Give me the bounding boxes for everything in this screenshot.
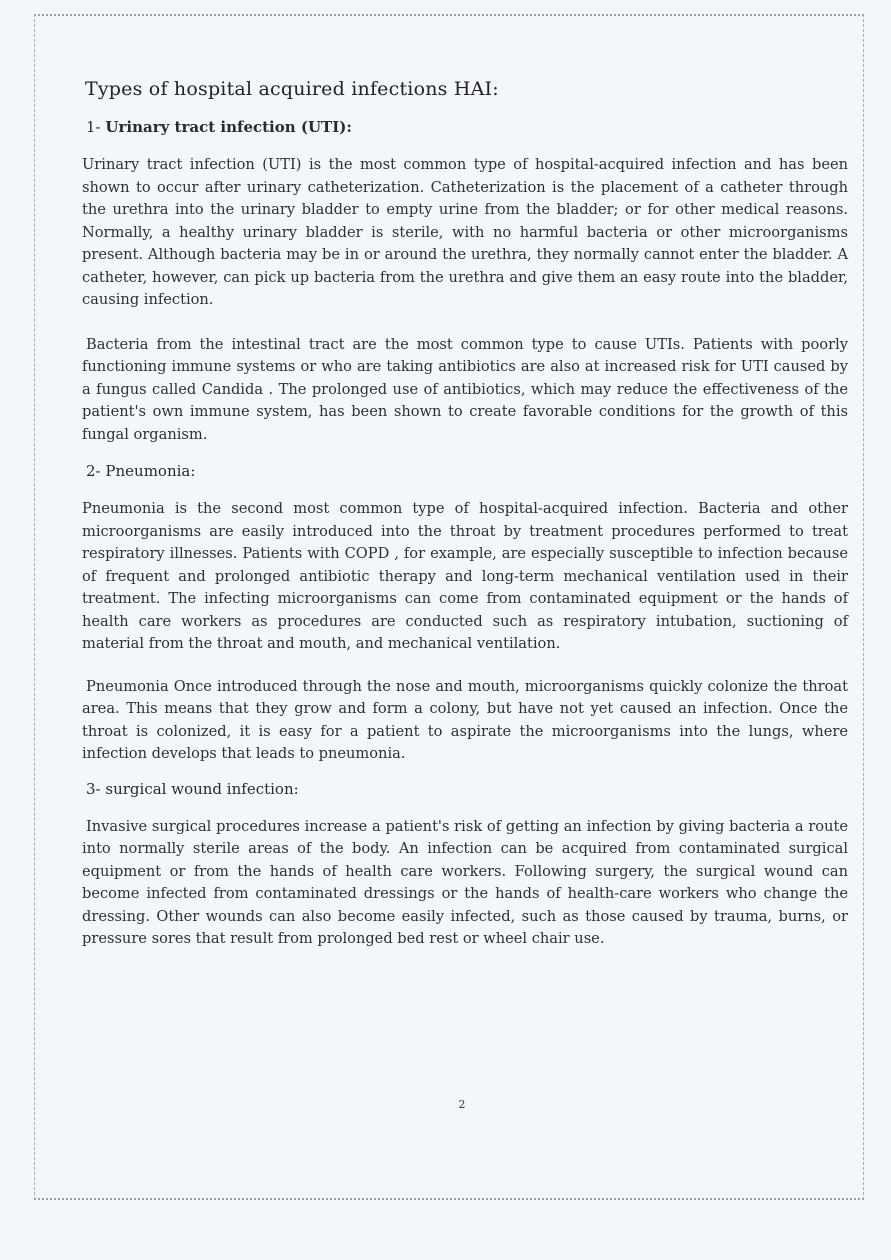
document-page (82, 78, 848, 967)
section-number: 3- (86, 779, 101, 798)
paragraph: Pneumonia Once introduced through the nose and mouth, microorganisms quickly colonize the throat area. This means that they grow and form a colony, but have not yet caused an infection. Once the throat is colonized, it is easy for a patient to aspirate the microorganisms into the lungs, where infection develops that leads to pneumonia. (82, 677, 848, 762)
section-title: surgical wound infection: (105, 779, 299, 798)
section-number: 2- (86, 462, 101, 480)
paragraph: Bacteria from the intestinal tract are the most common type to cause UTIs. Patients with poorly functioning immune systems or who are taking antibiotics are also at increased risk for UTI caused by a fungus called Candida . The prolonged use of antibiotics, which may reduce the effectiveness of the patient's own immune system, has been shown to create favorable conditions for the growth of this fungal organism. (82, 335, 848, 443)
paragraph: Invasive surgical procedures increase a patient's risk of getting an infection by giving bacteria a route into normally sterile areas of the body. An infection can be acquired from contaminated surgical equipment or from the hands of health care workers. Following surgery, the surgical wound can become infected from contaminated dressings or the hands of health-care workers who change the dressing. Other wounds can also become easily infected, such as those caused by trauma, burns, or pressure sores that result from prolonged bed rest or wheel chair use. (82, 817, 848, 947)
paragraph: Urinary tract infection (UTI) is the most common type of hospital-acquired infection and has been shown to occur after urinary catheterization. Catheterization is the placement of a catheter through the urethra into the urinary bladder to empty urine from the bladder; or for other medical reasons. Normally, a healthy urinary bladder is sterile, with no harmful bacteria or other microorganisms present. Although bacteria may be in or around the urethra, they normally cannot enter the bladder. A catheter, however, can pick up bacteria from the urethra and give them an easy route into the bladder, causing infection. (82, 156, 848, 308)
page-title: Types of hospital acquired infections HAI: (85, 78, 499, 100)
section-heading-surgical-wound (86, 780, 848, 798)
section-title: Pneumonia: (105, 462, 196, 480)
section-title: Urinary tract infection (UTI): (105, 118, 352, 136)
section-heading-pneumonia (86, 462, 848, 480)
paragraph: Pneumonia is the second most common type of hospital-acquired infection. Bacteria and other microorganisms are easily introduced into the throat by treatment procedures performed to treat respiratory illnesses. Patients with COPD , for example, are especially susceptible to infection because of frequent and prolonged antibiotic therapy and long-term mechanical ventilation used in their treatment. The infecting microorganisms can come from contaminated equipment or the hands of health care workers as procedures are conducted such as respiratory intubation, suctioning of material from the throat and mouth, and mechanical ventilation. (82, 500, 848, 652)
section-heading-uti (86, 118, 848, 136)
page-number: 2 (458, 1098, 466, 1111)
section-number: 1- (86, 118, 101, 136)
